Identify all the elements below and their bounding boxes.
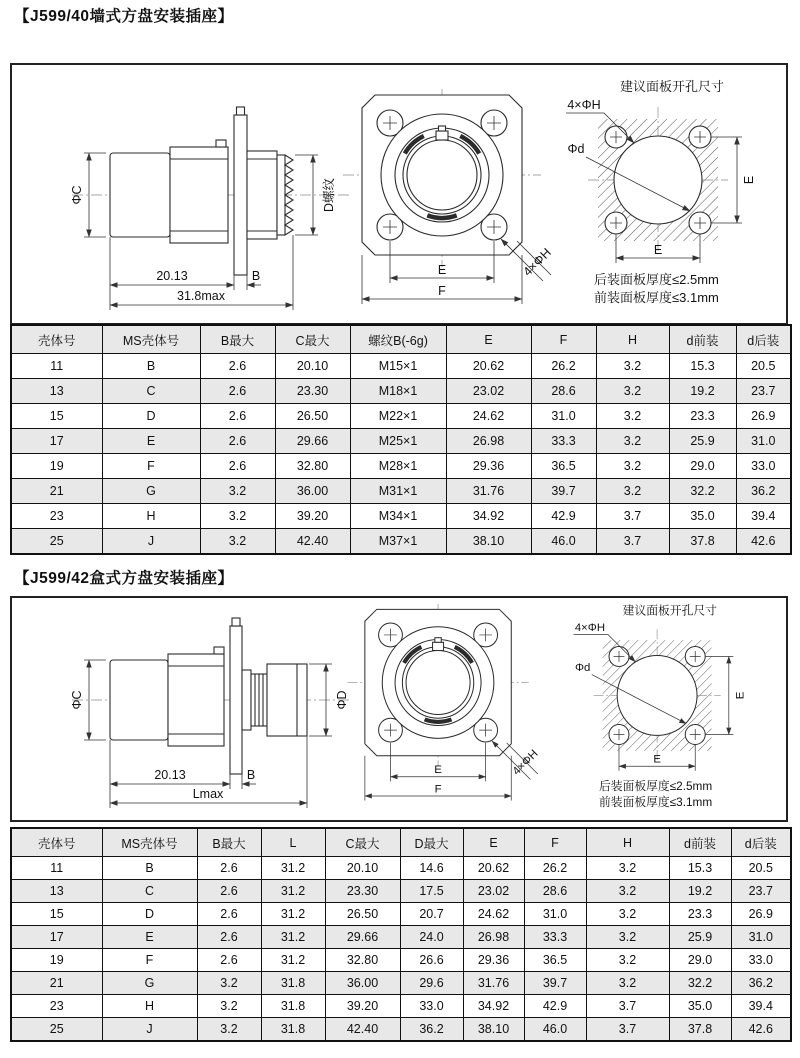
- dim-max-length-label: Lmax: [192, 787, 224, 801]
- table-cell: 23.3: [669, 903, 731, 926]
- table-cell: M37×1: [350, 529, 446, 555]
- table-cell: 2.6: [200, 454, 275, 479]
- table-cell: 32.2: [669, 972, 731, 995]
- table-row: [11, 404, 791, 429]
- table-cell: 23.7: [731, 880, 791, 903]
- table-cell: M34×1: [350, 504, 446, 529]
- table-row: [11, 504, 791, 529]
- table-cell: 39.20: [275, 504, 350, 529]
- table-cell: 3.2: [586, 903, 669, 926]
- bayonet-shell: [381, 114, 503, 236]
- column-header: d后装: [731, 828, 791, 857]
- table-cell: 3.2: [200, 529, 275, 555]
- table-cell: G: [102, 972, 197, 995]
- table-cell: 29.0: [669, 454, 736, 479]
- table-cell: 31.2: [261, 949, 325, 972]
- dim-b-label: B: [246, 768, 256, 782]
- table-cell: 25.9: [669, 429, 736, 454]
- section1-front-view-drawing: [337, 87, 572, 322]
- table-cell: 3.2: [596, 379, 669, 404]
- table-cell: 31.2: [261, 903, 325, 926]
- d-thread-label: D螺纹: [322, 177, 336, 213]
- table-cell: 19: [11, 454, 102, 479]
- table-cell: 26.98: [446, 429, 531, 454]
- table-row: [11, 354, 791, 379]
- table-cell: 23: [11, 504, 102, 529]
- table-cell: 31.0: [736, 429, 791, 454]
- connector-body-outline: [110, 618, 307, 774]
- table-cell: E: [102, 926, 197, 949]
- table-cell: 26.98: [463, 926, 524, 949]
- table-cell: 26.2: [531, 354, 596, 379]
- panel-note-front: 前装面板厚度≤3.1mm: [594, 290, 719, 305]
- table-cell: 33.0: [400, 995, 463, 1018]
- section1-drawing-area: [10, 63, 788, 325]
- column-header: B最大: [200, 325, 275, 354]
- column-header: F: [531, 325, 596, 354]
- table-cell: H: [102, 995, 197, 1018]
- panel-cutout-title: 建议面板开孔尺寸: [619, 79, 725, 94]
- table-cell: 15: [11, 903, 102, 926]
- table-cell: 31.8: [261, 972, 325, 995]
- phi-c-label: ΦC: [70, 185, 84, 205]
- table-row: [11, 454, 791, 479]
- table-cell: 23.02: [446, 379, 531, 404]
- table-cell: F: [102, 949, 197, 972]
- panel-note-rear: 后装面板厚度≤2.5mm: [599, 779, 713, 793]
- connector-body-outline: [110, 107, 293, 275]
- table-cell: 20.7: [400, 903, 463, 926]
- table-cell: 24.0: [400, 926, 463, 949]
- table-cell: H: [102, 504, 200, 529]
- table-cell: 38.10: [446, 529, 531, 555]
- table-cell: 19: [11, 949, 102, 972]
- section2-side-view-drawing: [60, 612, 360, 817]
- dimension-lengths: [110, 736, 307, 808]
- column-header: MS壳体号: [102, 325, 200, 354]
- table-cell: 34.92: [463, 995, 524, 1018]
- table-cell: 33.0: [731, 949, 791, 972]
- table-cell: 36.2: [400, 1018, 463, 1042]
- table-cell: 29.0: [669, 949, 731, 972]
- table-cell: 35.0: [669, 504, 736, 529]
- table-cell: 2.6: [200, 429, 275, 454]
- table-cell: 15.3: [669, 857, 731, 880]
- table-cell: 3.2: [586, 926, 669, 949]
- table-row: [11, 857, 791, 880]
- table-cell: 29.66: [275, 429, 350, 454]
- table-cell: 3.2: [596, 479, 669, 504]
- section2-spec-table: [10, 827, 792, 1042]
- table-cell: 26.9: [736, 404, 791, 429]
- table-cell: 25: [11, 529, 102, 555]
- column-header: 壳体号: [11, 828, 102, 857]
- table-cell: 39.7: [524, 972, 586, 995]
- table-cell: 46.0: [524, 1018, 586, 1042]
- table-cell: 13: [11, 880, 102, 903]
- table-cell: 31.8: [261, 1018, 325, 1042]
- holes-label: 4×ΦH: [574, 622, 606, 635]
- table-cell: 3.2: [197, 1018, 261, 1042]
- column-header: L: [261, 828, 325, 857]
- section2-drawing-area: [10, 596, 788, 822]
- table-header-row: [11, 325, 791, 354]
- table-cell: 20.5: [736, 354, 791, 379]
- table-cell: 42.9: [524, 995, 586, 1018]
- dim-e-label: E: [437, 263, 447, 277]
- table-cell: G: [102, 479, 200, 504]
- panel-note-front: 前装面板厚度≤3.1mm: [599, 796, 713, 810]
- table-cell: E: [102, 429, 200, 454]
- table-cell: 31.2: [261, 926, 325, 949]
- holes-label: 4×ΦH: [567, 98, 601, 112]
- table-cell: 3.7: [586, 1018, 669, 1042]
- panel-note-rear: 后装面板厚度≤2.5mm: [594, 272, 719, 287]
- table-cell: M28×1: [350, 454, 446, 479]
- table-cell: 19.2: [669, 880, 731, 903]
- table-cell: 15: [11, 404, 102, 429]
- table-cell: 3.2: [596, 404, 669, 429]
- table-cell: 2.6: [197, 880, 261, 903]
- table-cell: 23.02: [463, 880, 524, 903]
- table-cell: 3.7: [596, 504, 669, 529]
- table-cell: 24.62: [463, 903, 524, 926]
- table-cell: 36.00: [325, 972, 400, 995]
- table-cell: 46.0: [531, 529, 596, 555]
- table-cell: 17: [11, 926, 102, 949]
- table-cell: 3.2: [586, 949, 669, 972]
- table-cell: 25: [11, 1018, 102, 1042]
- table-cell: 39.4: [736, 504, 791, 529]
- table-cell: 21: [11, 972, 102, 995]
- table-cell: 26.9: [731, 903, 791, 926]
- table-cell: 26.6: [400, 949, 463, 972]
- table-cell: 36.2: [731, 972, 791, 995]
- table-row: [11, 926, 791, 949]
- table-cell: 42.6: [731, 1018, 791, 1042]
- column-header: E: [446, 325, 531, 354]
- column-header: H: [586, 828, 669, 857]
- column-header: C最大: [275, 325, 350, 354]
- table-cell: 42.6: [736, 529, 791, 555]
- dim-e-label: E: [734, 691, 747, 700]
- table-header-row: [11, 828, 791, 857]
- table-cell: 3.2: [197, 995, 261, 1018]
- column-header: d后装: [736, 325, 791, 354]
- table-row: [11, 995, 791, 1018]
- section1-panel-cutout-drawing: [560, 77, 780, 315]
- table-cell: 31.76: [446, 479, 531, 504]
- section1-spec-table: [10, 324, 792, 555]
- table-cell: 33.0: [736, 454, 791, 479]
- holes-label: 4×ΦH: [520, 245, 554, 279]
- table-cell: J: [102, 1018, 197, 1042]
- table-cell: 3.7: [586, 995, 669, 1018]
- table-cell: B: [102, 857, 197, 880]
- dim-f-label: F: [438, 284, 446, 298]
- table-cell: 3.2: [586, 880, 669, 903]
- table-cell: 28.6: [524, 880, 586, 903]
- table-cell: 37.8: [669, 1018, 731, 1042]
- phi-c-label: ΦC: [70, 690, 84, 710]
- dim-20-13-label: 20.13: [156, 269, 188, 283]
- panel-cutout-title: 建议面板开孔尺寸: [622, 604, 717, 618]
- table-cell: 26.2: [524, 857, 586, 880]
- column-header: 螺纹B(-6g): [350, 325, 446, 354]
- table-cell: 23.3: [669, 404, 736, 429]
- section1-side-view-drawing: [60, 85, 360, 320]
- table-cell: 36.5: [531, 454, 596, 479]
- table-cell: 31.76: [463, 972, 524, 995]
- table-cell: 2.6: [197, 926, 261, 949]
- table-cell: 39.7: [531, 479, 596, 504]
- table-cell: 32.2: [669, 479, 736, 504]
- table-cell: 17.5: [400, 880, 463, 903]
- table-cell: 3.2: [596, 354, 669, 379]
- table-cell: 15.3: [669, 354, 736, 379]
- table-row: [11, 1018, 791, 1042]
- table-cell: 32.80: [325, 949, 400, 972]
- table-cell: 2.6: [200, 354, 275, 379]
- table-cell: 29.36: [463, 949, 524, 972]
- table-row: [11, 429, 791, 454]
- bayonet-shell: [382, 627, 494, 739]
- table-row: [11, 880, 791, 903]
- table-cell: 13: [11, 379, 102, 404]
- table-cell: 33.3: [524, 926, 586, 949]
- table-cell: 2.6: [197, 903, 261, 926]
- table-cell: 42.40: [275, 529, 350, 555]
- table-cell: 28.6: [531, 379, 596, 404]
- table-cell: 20.10: [325, 857, 400, 880]
- table-cell: 3.2: [596, 454, 669, 479]
- table-cell: 29.6: [400, 972, 463, 995]
- table-cell: 17: [11, 429, 102, 454]
- table-cell: 31.2: [261, 880, 325, 903]
- column-header: d前装: [669, 325, 736, 354]
- column-header: C最大: [325, 828, 400, 857]
- table-cell: 23.30: [275, 379, 350, 404]
- section2-panel-cutout-drawing: [568, 602, 768, 818]
- table-cell: 31.8: [261, 995, 325, 1018]
- table-cell: 39.20: [325, 995, 400, 1018]
- table-cell: C: [102, 880, 197, 903]
- table-cell: 3.2: [200, 479, 275, 504]
- table-row: [11, 903, 791, 926]
- table-cell: 23.7: [736, 379, 791, 404]
- table-cell: 20.62: [446, 354, 531, 379]
- column-header: F: [524, 828, 586, 857]
- table-cell: 3.2: [586, 857, 669, 880]
- dim-b-label: B: [251, 269, 261, 283]
- table-cell: 35.0: [669, 995, 731, 1018]
- table-cell: 2.6: [200, 404, 275, 429]
- table-cell: 32.80: [275, 454, 350, 479]
- section1-title: 【J599/40墙式方盘安装插座】: [14, 8, 234, 25]
- dim-max-length-label: 31.8max: [177, 289, 225, 303]
- table-cell: F: [102, 454, 200, 479]
- table-cell: J: [102, 529, 200, 555]
- table-cell: 37.8: [669, 529, 736, 555]
- column-header: D最大: [400, 828, 463, 857]
- section2-front-view-drawing: [342, 602, 557, 817]
- dim-e-label: E: [653, 243, 663, 257]
- table-cell: 26.50: [325, 903, 400, 926]
- table-cell: 3.2: [596, 429, 669, 454]
- table-cell: M15×1: [350, 354, 446, 379]
- column-header: B最大: [197, 828, 261, 857]
- table-cell: 3.2: [200, 504, 275, 529]
- holes-label: 4×ΦH: [510, 747, 541, 778]
- table-cell: 36.00: [275, 479, 350, 504]
- table-cell: 20.5: [731, 857, 791, 880]
- table-row: [11, 949, 791, 972]
- table-cell: 3.2: [586, 972, 669, 995]
- table-row: [11, 379, 791, 404]
- table-cell: 20.62: [463, 857, 524, 880]
- table-cell: 33.3: [531, 429, 596, 454]
- phi-d-label: Φd: [575, 661, 591, 674]
- dim-20-13-label: 20.13: [154, 768, 186, 782]
- table-cell: 29.36: [446, 454, 531, 479]
- table-cell: 31.0: [731, 926, 791, 949]
- column-header: 壳体号: [11, 325, 102, 354]
- dim-e-label: E: [742, 175, 756, 185]
- dim-e-label: E: [653, 753, 661, 766]
- table-cell: 31.0: [531, 404, 596, 429]
- table-cell: 39.4: [731, 995, 791, 1018]
- table-cell: 21: [11, 479, 102, 504]
- table-cell: 23: [11, 995, 102, 1018]
- table-cell: M22×1: [350, 404, 446, 429]
- table-row: [11, 479, 791, 504]
- table-cell: 31.0: [524, 903, 586, 926]
- dim-f-label: F: [434, 783, 442, 796]
- table-cell: 26.50: [275, 404, 350, 429]
- table-cell: 11: [11, 354, 102, 379]
- phi-d-label: Φd: [567, 142, 585, 156]
- column-header: E: [463, 828, 524, 857]
- table-cell: 36.5: [524, 949, 586, 972]
- table-cell: B: [102, 354, 200, 379]
- table-cell: 2.6: [197, 857, 261, 880]
- column-header: d前装: [669, 828, 731, 857]
- table-cell: C: [102, 379, 200, 404]
- table-cell: 19.2: [669, 379, 736, 404]
- table-cell: 42.9: [531, 504, 596, 529]
- dimension-lengths: [110, 235, 293, 310]
- table-cell: 3.7: [596, 529, 669, 555]
- dim-e-label: E: [434, 764, 442, 777]
- table-cell: M25×1: [350, 429, 446, 454]
- table-cell: 14.6: [400, 857, 463, 880]
- table-cell: 2.6: [200, 379, 275, 404]
- table-cell: 42.40: [325, 1018, 400, 1042]
- table-row: [11, 972, 791, 995]
- table-cell: 11: [11, 857, 102, 880]
- table-cell: D: [102, 404, 200, 429]
- table-cell: 20.10: [275, 354, 350, 379]
- table-cell: 23.30: [325, 880, 400, 903]
- table-cell: 29.66: [325, 926, 400, 949]
- table-cell: 31.2: [261, 857, 325, 880]
- section2-title: 【J599/42盒式方盘安装插座】: [14, 570, 234, 587]
- table-cell: D: [102, 903, 197, 926]
- table-cell: M31×1: [350, 479, 446, 504]
- phi-d-label: ΦD: [335, 690, 349, 710]
- table-cell: 3.2: [197, 972, 261, 995]
- table-row: [11, 529, 791, 555]
- table-cell: 25.9: [669, 926, 731, 949]
- table-cell: M18×1: [350, 379, 446, 404]
- table-cell: 38.10: [463, 1018, 524, 1042]
- table-cell: 24.62: [446, 404, 531, 429]
- table-cell: 36.2: [736, 479, 791, 504]
- table-cell: 34.92: [446, 504, 531, 529]
- column-header: H: [596, 325, 669, 354]
- column-header: MS壳体号: [102, 828, 197, 857]
- table-cell: 2.6: [197, 949, 261, 972]
